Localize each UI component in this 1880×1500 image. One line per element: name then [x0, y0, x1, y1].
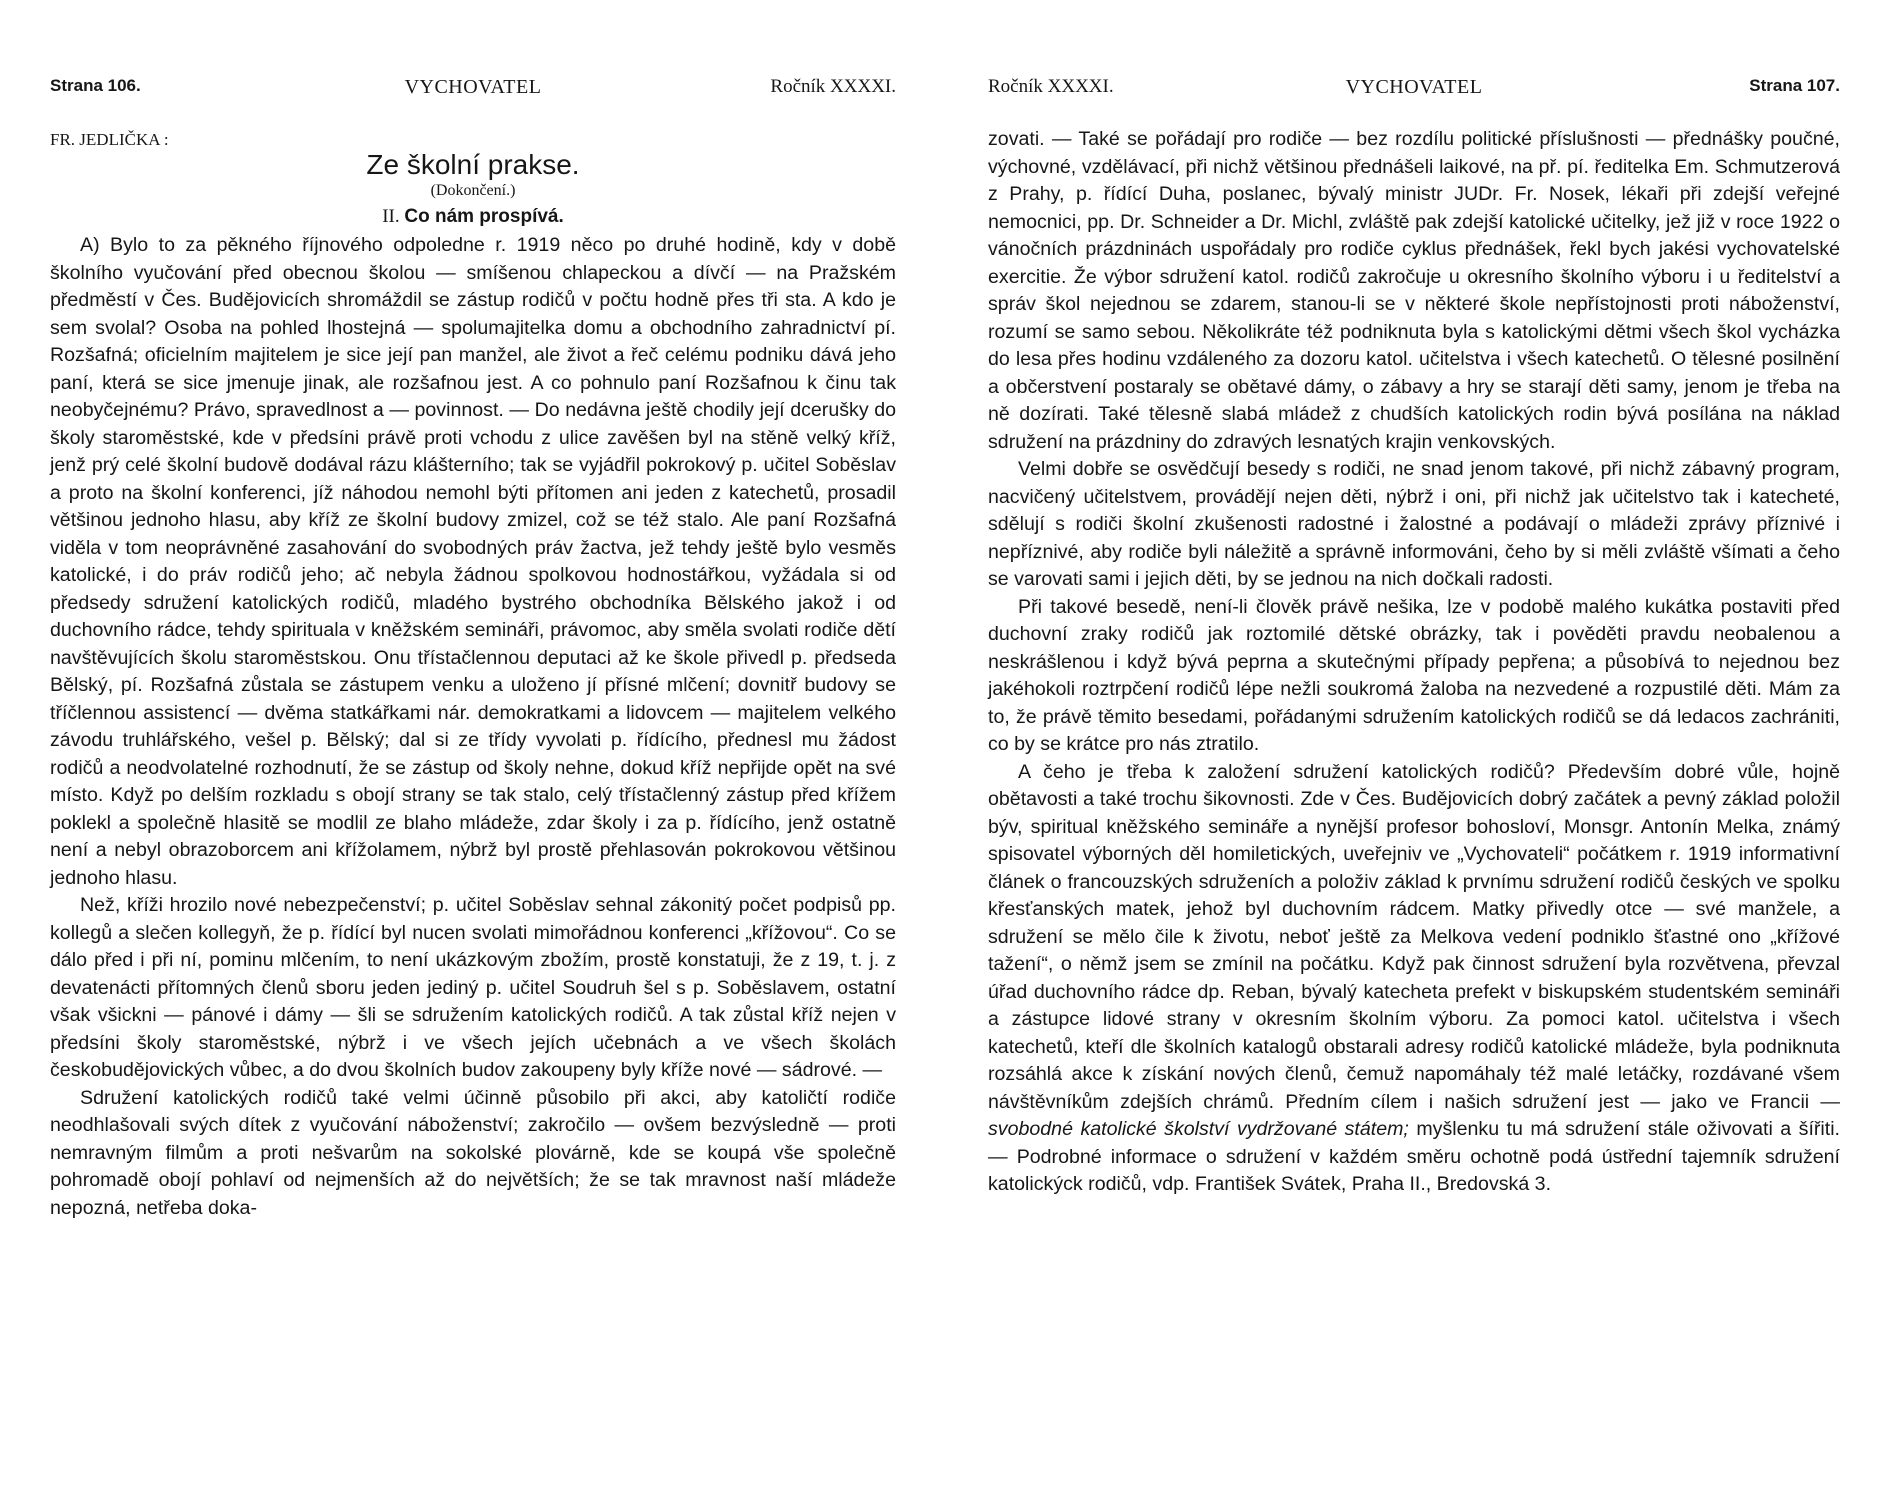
section-number: II.	[382, 206, 400, 227]
right-page-number: Strana 107.	[1749, 76, 1840, 95]
paragraph	[988, 759, 1840, 1199]
section-title: Co nám prospívá.	[404, 206, 564, 227]
right-page-header	[988, 76, 1840, 116]
left-page-header	[50, 76, 896, 116]
paragraph: A) Bylo to za pěkného říjnového odpoledne r. 1919 něco po druhé hodině, kdy v době školního vyučování před obecnou školou — smíšenou chlapeckou a dívčí — na Pražském předměstí v Čes. Budějovicích shromáždil se zástup rodičů v počtu hodně přes tři sta. A kdo je sem svolal? Osoba na pohled lhostejná — spolumajitelka domu a obchodního zahradnictví pí. Rozšafná; oficielním majitelem je sice její pan manžel, ale život a řeč celému podniku dává jeho paní, která se sice jmenuje jinak, ale rozšafnou jest. A co pohnulo paní Rozšafnou k činu tak neobyčejnému? Právo, spravedlnost a — povinnost. — Do nedávna ještě chodily její dcerušky do školy staroměstské, kde v předsíni právě proti vchodu z ulice zavěšen byl na stěně velký kříž, jenž prý celé školní budově dodával rázu klášterního; tak se vyjádřil pokrokový p. učitel Soběslav a proto na školní konferenci, jíž náhodou nemohl býti přítomen ani jeden z katechetů, prosadil většinou jednoho hlasu, aby kříž ze školní budovy zmizel, což se též stalo. Ale paní Rozšafná viděla v tom neoprávněné zasahování do svobodných práv žactva, jež tehdy ještě bylo vesměs katolické, i do práv rodičů jeho; ač nebyla žádnou spolkovou hodnostářkou, vyžádala si od předsedy sdružení katolických rodičů, mladého bystrého obchodníka Bělského jakož i od duchovního rádce, tehdy spirituala v kněžském semináři, právomoc, aby směla svolati rodiče dětí navštěvujících školu staroměstskou. Onu třístačlennou deputaci až ke škole přivedl p. předseda Bělský, pí. Rozšafná zůstala se zástupem venku a uloženo jí přísné mlčení; dovnitř budovy se tříčlennou assistencí — dvěma statkářkami nár. demokratkami a lidovcem — majitelem velkého závodu truhlářského, vešel p. Bělský; dal si ze třídy vyvolati p. řídícího, přednesl mu žádost rodičů a neodvolatelné rozhodnutí, že se zástup od školy nehne, dokud kříž nepřijde opět na své místo. Když po delším rozkladu s obojí strany se tak stalo, celý třístačlenný zástup před křížem poklekl a společně hlasitě se modlil ze blaho mládeže, zdar školy i za p. řídícího, jenž ostatně není a nebyl obrazoborcem ani křížolamem, nýbrž byl prostě přehlasován pokrokovou většinou jednoho hlasu.	[50, 234, 896, 889]
paragraph: zovati. — Také se pořádají pro rodiče — bez rozdílu politické příslušnosti — přednášky poučné, výchovné, vzdělávací, při nichž většinou přednášeli laikové, na př. pí. ředitelka Em. Schmutzerová z Prahy, p. řídící Duha, poslanec, bývalý ministr JUDr. Fr. Nosek, lékaři při zdejší veřejné nemocnici, pp. Dr. Schneider a Dr. Michl, zvláště pak zdejší katolické učitelky, jež již v roce 1922 o vánočních prázdninách uspořádaly pro rodiče cyklus přednášek, řekl bych jakési vychovatelské exercitie. Že výbor sdružení katol. rodičů zakročuje u okresního školního výboru i u ředitelství a správ škol nejednou se zdarem, stanou-li se v některé škole nepřístojnosti proti náboženství, rozumí se samo sebou. Několikráte též podniknuta byla s katolickými dětmi všech škol vycházka do lesa přes hodinu vzdáleného za dozoru katol. učitelstva i všech katechetů. O tělesné posilnění a občerstvení postaraly se obětavé dámy, o zábavy a hry se starají děti samy, jenom je třeba na ně dozírati. Také tělesně slabá mládež z chudších katolických rodin bývá posílána na náklad sdružení na prázdniny do zdravých lesnatých krajin venkovských.	[988, 128, 1840, 453]
paragraph-text-end: myšlenku tu má sdružení stále oživovati a šířiti. — Podrobné informace o sdružení v každém směru ochotně podá ústřední tajemník sdružení katolickýck rodičů, vdp. František Svátek, Praha II., Bredovská 3.	[988, 1118, 1841, 1195]
right-page	[988, 0, 1840, 1500]
left-journal-title: VYCHOVATEL	[404, 76, 542, 98]
right-body-text	[988, 126, 1840, 1199]
paragraph-text: A čeho je třeba k založení sdružení katolických rodičů? Především dobré vůle, hojně obětavosti a také trochu šikovnosti. Zde v Čes. Budějovicích dobrý začátek a pevný základ položil býv, spiritual kněžského semináře a nynější profesor bohosloví, Monsgr. Antonín Melka, známý spisovatel výborných děl homiletických, uveřejniv ve „Vychovateli“ počátkem r. 1919 informativní článek o francouzských sdruženích a položiv základ k prvnímu sdružení rodičů českých ve spolku křesťanských matek, jehož byl duchovním rádcem. Matky přivedly otce — své manžele, a sdružení se mělo čile k životu, neboť ještě za Melkova vedení podniklo šťastné ono „křížové tažení“, o němž jsem se zmínil na počátku. Když pak činnost sdružení byla rozvětvena, převzal úřad duchovního rádce dp. Reban, bývalý katecheta prefekt v biskupském studentském semináři a zástupce lidové strany v okresním školním výboru. Za pomoci katol. učitelstva i všech katechetů, kteří dle školních katalogů obstarali adresy rodičů katolické mládeže, byla podniknuta rozsáhlá akce k získání nových členů, čemuž napomáhaly též malé letáčky, rozdávané všem návštěvníkům zdejších chrámů. Předním cílem i našich sdružení jest — jako ve Francii —	[988, 760, 1840, 1113]
paragraph: Sdružení katolických rodičů také velmi účinně působilo při akci, aby katoličtí rodiče neodhlašovali svých dítek z vyučování náboženství; zakročilo — ovšem bezvýsledně — proti nemravným filmům a proti nešvarům na sokolské plovárně, kde se koupá vše společně pohromadě obojí pohlaví od nejmenších až do největších; že se tak mravnost naší mládeže nepozná, netřeba doka-	[50, 1086, 896, 1219]
left-volume: Ročník XXXXI.	[770, 76, 896, 97]
section-heading	[50, 202, 896, 232]
article-author: FR. JEDLIČKA :	[50, 130, 169, 149]
article-title: Ze školní prakse.	[366, 149, 580, 180]
paragraph: Při takové besedě, není-li člověk právě nešika, lze v podobě malého kukátka postaviti před duchovní zraky rodičů jak roztomilé dětské obrázky, tak i pověděti pravdu neobalenou a neskrášlenou i když bývá peprna a skutečnými případy pepřena; a působívá to nejednou bez jakéhokoli roztrpčení rodičů lépe nežli soukromá žaloba na nezvedené a rozpustilé děti. Mám za to, že právě těmito besedami, pořádanými sdružením katolických rodičů se dá ledacos zachrániti, co by se krátce pro nás ztratilo.	[988, 595, 1840, 755]
right-journal-title: VYCHOVATEL	[1345, 76, 1483, 98]
italic-phrase: svobodné katolické školství vydržované státem;	[988, 1118, 1409, 1140]
left-page-number: Strana 106.	[50, 76, 141, 95]
paragraph: Velmi dobře se osvědčují besedy s rodiči, ne snad jenom takové, při nichž zábavný program, nacvičený učitelstvem, provádějí nejen děti, nýbrž i oni, při nichž jak učitelstvo tak i katecheté, sdělují s rodiči školní zkušenosti radostné i žalostné a podávají o mládeži zprávy příznivé i nepříznivé, aby rodiče byli náležitě a správně informováni, čeho by si měli zvláště všímati a čeho se varovati sami i jejich děti, by se jednou na nich dočkali radosti.	[988, 458, 1840, 590]
right-volume: Ročník XXXXI.	[988, 76, 1114, 97]
left-body-text	[50, 232, 896, 1222]
article-subtitle: (Dokončení.)	[430, 182, 516, 199]
left-page	[50, 0, 896, 1500]
paragraph: Než, kříži hrozilo nové nebezpečenství; p. učitel Soběslav sehnal zákonitý počet podpisů pp. kollegů a slečen kollegyň, že p. řídící byl nucen svolati mimořádnou konferenci „křížovou“. Co se dálo před i při ní, pominu mlčením, to není ukázkovým zbožím, prostě konstatuji, že z 19, t. j. z devatenácti přítomných členů sboru jeden jediný p. učitel Soudruh šel s p. Soběslavem, ostatní však všickni — pánové i dámy — šli se sdružením katolických rodičů. A tak zůstal kříž nejen v předsíni školy staroměstské, nýbrž i ve všech jejích učebnách a ve všech školách českobudějovických vůbec, a do dvou školních budov zakoupeny byly kříže nové — sádrové. —	[50, 894, 896, 1081]
